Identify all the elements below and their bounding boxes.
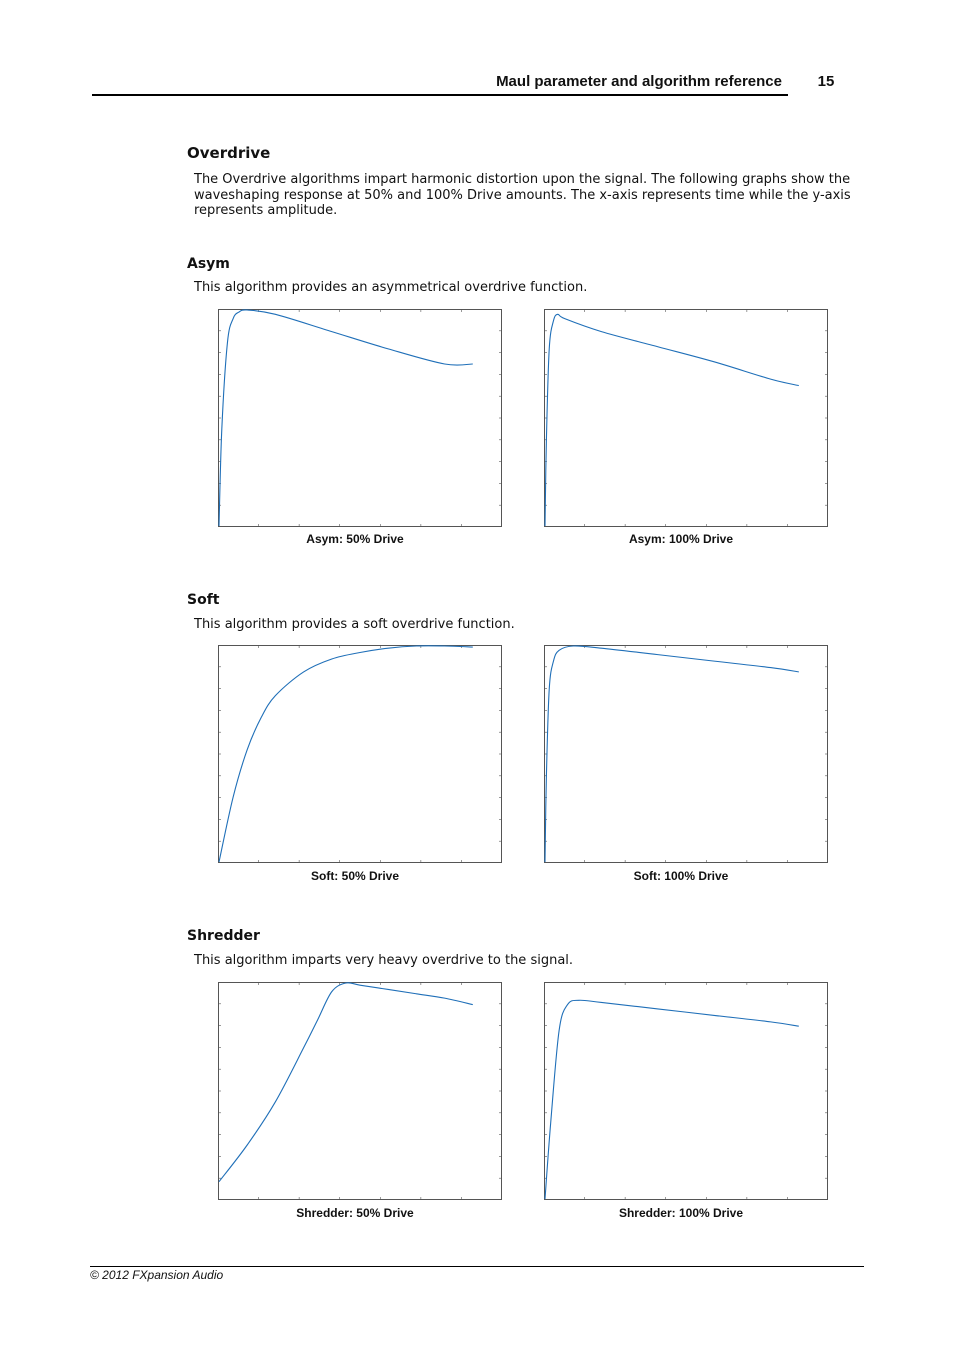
chart-shredder-50 — [218, 982, 502, 1200]
algorithm-description-soft: This algorithm provides a soft overdrive function. — [194, 617, 515, 632]
algorithm-title-soft: Soft — [187, 592, 220, 608]
header-title: Maul parameter and algorithm reference — [496, 73, 782, 90]
plot-frame — [219, 983, 502, 1200]
chart-asym-50 — [218, 309, 502, 527]
chart-caption-soft-100: Soft: 100% Drive — [633, 869, 729, 883]
plot-frame — [545, 983, 828, 1200]
chart-svg — [544, 309, 828, 527]
plot-frame — [545, 310, 828, 527]
chart-soft-100 — [544, 645, 828, 863]
algorithm-description-shredder: This algorithm imparts very heavy overdrive to the signal. — [194, 953, 574, 968]
chart-caption-soft-50: Soft: 50% Drive — [310, 869, 400, 883]
chart-svg — [544, 982, 828, 1200]
section-intro: The Overdrive algorithms impart harmonic distortion upon the signal. The following graphs show the waveshaping response at 50% and 100% Drive amounts. The x-axis represents time while the y-axis represents amplitude. — [194, 172, 851, 218]
algorithm-title-shredder: Shredder — [187, 928, 260, 944]
chart-soft-50 — [218, 645, 502, 863]
plot-frame — [545, 646, 828, 863]
header-rule — [92, 94, 788, 96]
plot-frame — [219, 646, 502, 863]
chart-svg — [218, 309, 502, 527]
chart-svg — [218, 982, 502, 1200]
chart-svg — [218, 645, 502, 863]
plot-frame — [219, 310, 502, 527]
chart-shredder-100 — [544, 982, 828, 1200]
algorithm-description-asym: This algorithm provides an asymmetrical overdrive function. — [194, 280, 588, 295]
algorithm-title-asym: Asym — [187, 256, 230, 272]
chart-caption-shredder-100: Shredder: 100% Drive — [618, 1206, 744, 1220]
section-title: Overdrive — [187, 144, 271, 162]
chart-caption-shredder-50: Shredder: 50% Drive — [296, 1206, 414, 1220]
chart-asym-100 — [544, 309, 828, 527]
chart-svg — [544, 645, 828, 863]
page-number: 15 — [817, 73, 835, 90]
footer-rule — [90, 1266, 864, 1267]
chart-caption-asym-50: Asym: 50% Drive — [306, 532, 404, 546]
chart-caption-asym-100: Asym: 100% Drive — [628, 532, 734, 546]
footer-copyright: © 2012 FXpansion Audio — [90, 1268, 224, 1282]
